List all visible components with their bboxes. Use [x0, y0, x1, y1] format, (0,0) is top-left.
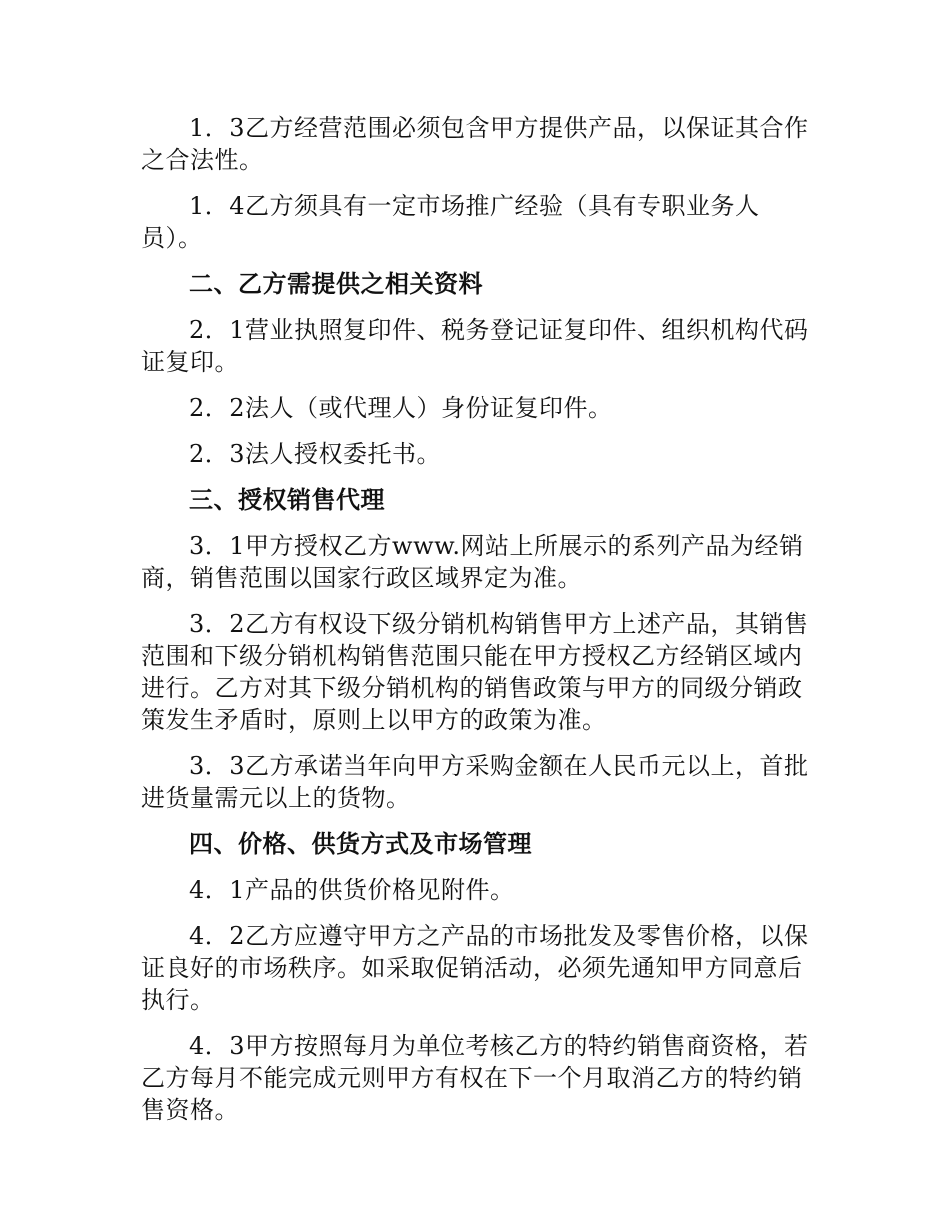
section-heading-3: 三、授权销售代理	[189, 486, 385, 514]
clause-2-2: 2．2法人（或代理人）身份证复印件。	[189, 394, 613, 422]
clause-4-2: 4．2乙方应遵守甲方之产品的市场批发及零售价格，以保证良好的市场秩序。如采取促销活动，必须先通知甲方同意后执行。	[141, 922, 809, 1014]
clause-3-2: 3．2乙方有权设下级分销机构销售甲方上述产品，其销售范围和下级分销机构销售范围只能在甲方授权乙方经销区域内进行。乙方对其下级分销机构的销售政策与甲方的同级分销政策发生矛盾时，原则上以甲方的政策为准。	[141, 610, 809, 734]
clause-4-1: 4．1产品的供货价格见附件。	[189, 876, 515, 904]
document-body	[141, 112, 821, 1140]
clause-2-3: 2．3法人授权委托书。	[189, 440, 442, 468]
clause-1-4: 1．4乙方须具有一定市场推广经验（具有专职业务人员）。	[141, 192, 760, 252]
section-heading-4: 四、价格、供货方式及市场管理	[189, 830, 532, 858]
clause-4-3: 4．3甲方按照每月为单位考核乙方的特约销售商资格，若乙方每月不能完成元则甲方有权在下一个月取消乙方的特约销售资格。	[141, 1032, 809, 1124]
clause-2-1: 2．1营业执照复印件、税务登记证复印件、组织机构代码证复印。	[141, 316, 809, 376]
section-heading-2: 二、乙方需提供之相关资料	[189, 270, 483, 298]
clause-3-1: 3．1甲方授权乙方www.网站上所展示的系列产品为经销商，销售范围以国家行政区域界定为准。	[141, 532, 804, 592]
clause-1-3: 1．3乙方经营范围必须包含甲方提供产品，以保证其合作之合法性。	[141, 114, 809, 174]
clause-3-3: 3．3乙方承诺当年向甲方采购金额在人民币元以上，首批进货量需元以上的货物。	[141, 752, 809, 812]
